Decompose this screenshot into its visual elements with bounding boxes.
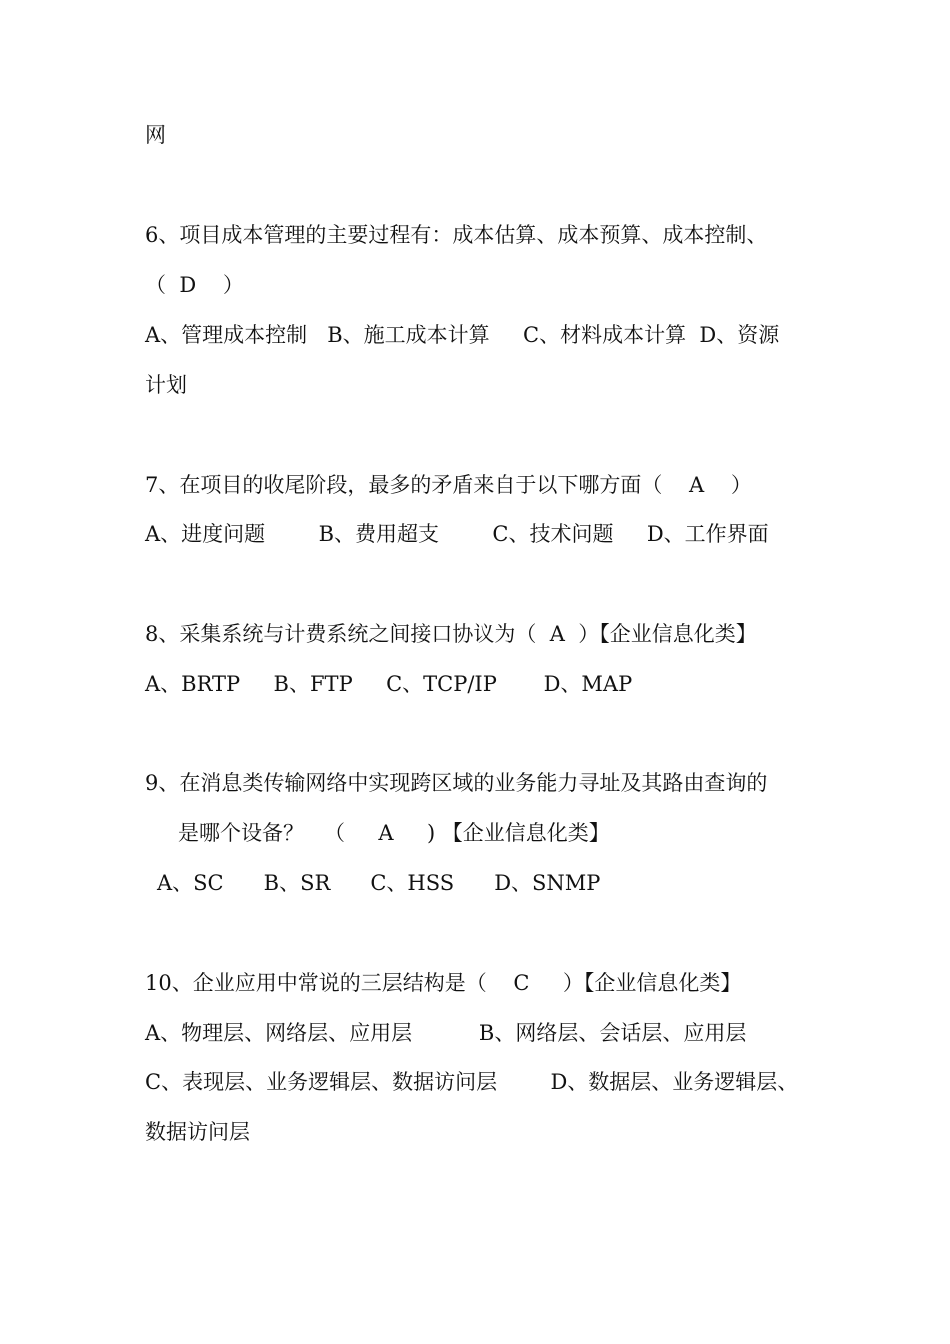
- question-7-text: 7、在项目的收尾阶段，最多的矛盾来自于以下哪方面（ A ）: [145, 473, 752, 497]
- question-6-answer: （ D ）: [145, 273, 244, 297]
- question-6-options-continuation: 计划: [145, 373, 187, 397]
- question-10-options-cd: C、表现层、业务逻辑层、数据访问层 D、数据层、业务逻辑层、: [145, 1070, 799, 1094]
- text-line-continuation: 网: [145, 123, 166, 147]
- question-6-options: A、管理成本控制 B、施工成本计算 C、材料成本计算 D、资源: [145, 323, 780, 347]
- question-7-options: A、进度问题 B、费用超支 C、技术问题 D、工作界面: [145, 522, 769, 546]
- question-8-text: 8、采集系统与计费系统之间接口协议为（ A ）【企业信息化类】: [145, 622, 757, 646]
- question-10-options-continuation: 数据访问层: [145, 1120, 250, 1144]
- question-9-text: 9、在消息类传输网络中实现跨区域的业务能力寻址及其路由查询的: [145, 771, 768, 795]
- question-10-text: 10、企业应用中常说的三层结构是（ C ）【企业信息化类】: [145, 971, 742, 995]
- question-9-text-continuation: 是哪个设备？ （ A ) 【企业信息化类】: [178, 821, 610, 845]
- question-8-options: A、BRTP B、FTP C、TCP/IP D、MAP: [145, 672, 633, 696]
- question-9-options: A、SC B、SR C、HSS D、SNMP: [157, 871, 601, 895]
- question-10-options-ab: A、物理层、网络层、应用层 B、网络层、会话层、应用层: [145, 1021, 747, 1045]
- question-6-text: 6、项目成本管理的主要过程有：成本估算、成本预算、成本控制、: [145, 223, 768, 247]
